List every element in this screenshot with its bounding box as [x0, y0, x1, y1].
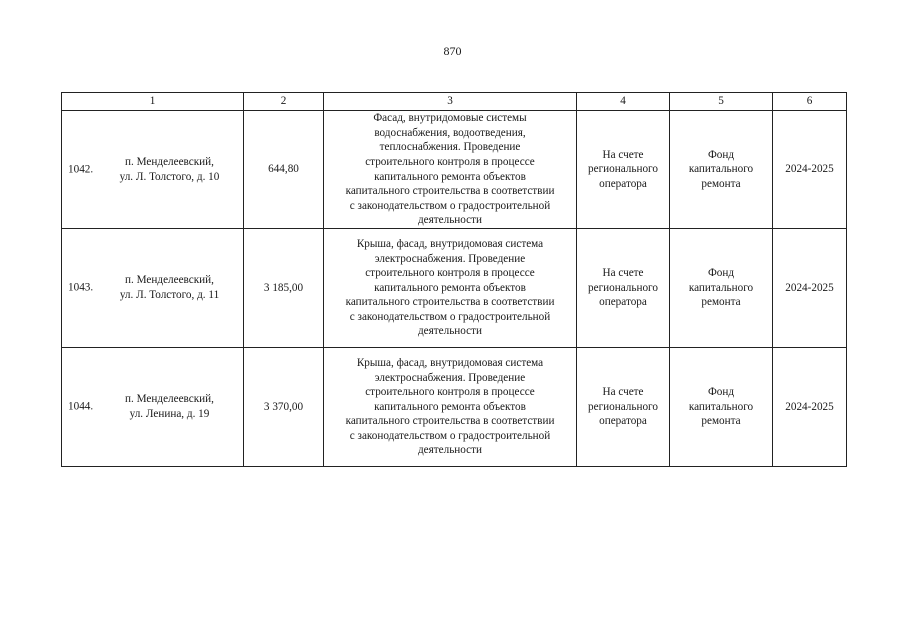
account-line: На счете: [602, 267, 644, 280]
work-line: Крыша, фасад, внутридомовая система: [356, 356, 544, 369]
address-line: п. Менделеевский,: [125, 274, 214, 287]
column-header-2: 2: [244, 93, 324, 111]
address-line: ул. Л. Толстого, д. 11: [119, 289, 220, 301]
column-header-6: 6: [773, 93, 847, 111]
account-cell: [577, 348, 670, 467]
work-line: Фасад, внутридомовые системы: [373, 112, 527, 125]
column-header-1: 1: [62, 93, 244, 111]
table-row: [62, 348, 847, 467]
period-cell: 2024-2025: [773, 229, 847, 348]
area-cell: 3 185,00: [244, 229, 324, 348]
source-line: Фонд: [707, 267, 735, 280]
account-line: оператора: [599, 415, 647, 428]
account-line: регионального: [588, 163, 658, 176]
work-line: с законодательством о градостроительной: [349, 310, 551, 323]
account-line: регионального: [588, 400, 658, 413]
account-cell: [577, 111, 670, 229]
table-row: [62, 111, 847, 229]
work-line: капитального ремонта объектов: [374, 170, 526, 183]
row-number: 1044.: [68, 400, 94, 413]
funding-source-cell: [670, 229, 773, 348]
address-cell: [62, 111, 244, 229]
work-line: с законодательством о градостроительной: [349, 199, 551, 212]
account-line: регионального: [588, 281, 658, 294]
funding-source-cell: [670, 348, 773, 467]
work-description-cell: [324, 229, 577, 348]
row-number: 1042.: [68, 163, 94, 176]
source-line: Фонд: [707, 386, 735, 399]
row-number: 1043.: [68, 281, 94, 294]
account-line: На счете: [602, 148, 644, 161]
source-line: Фонд: [707, 148, 735, 161]
work-line: Крыша, фасад, внутридомовая система: [356, 237, 544, 250]
period-cell: 2024-2025: [773, 348, 847, 467]
source-line: ремонта: [701, 177, 741, 190]
address-cell: [62, 348, 244, 467]
work-line: строительного контроля в процессе: [365, 386, 535, 399]
area-cell: 3 370,00: [244, 348, 324, 467]
source-line: капитального: [688, 281, 754, 294]
work-line: теплоснабжения. Проведение: [379, 141, 521, 154]
account-cell: [577, 229, 670, 348]
work-line: электроснабжения. Проведение: [374, 371, 526, 384]
address-line: ул. Ленина, д. 19: [129, 408, 210, 420]
work-line: деятельности: [417, 214, 483, 227]
account-line: оператора: [599, 296, 647, 309]
address-line: п. Менделеевский,: [125, 393, 214, 406]
work-description-cell: [324, 111, 577, 229]
column-header-5: 5: [670, 93, 773, 111]
source-line: ремонта: [701, 296, 741, 309]
column-header-4: 4: [577, 93, 670, 111]
address-line: ул. Л. Толстого, д. 10: [119, 170, 220, 183]
work-line: с законодательством о градостроительной: [349, 429, 551, 442]
work-line: деятельности: [417, 325, 483, 338]
period-cell: 2024-2025: [773, 111, 847, 229]
funding-source-cell: [670, 111, 773, 229]
work-line: капитального строительства в соответствии: [345, 185, 555, 198]
work-line: строительного контроля в процессе: [365, 267, 535, 280]
work-line: строительного контроля в процессе: [365, 155, 535, 168]
work-line: капитального ремонта объектов: [374, 281, 526, 294]
work-line: водоснабжения, водоотведения,: [374, 126, 526, 139]
source-line: ремонта: [701, 415, 741, 428]
work-description-cell: [324, 348, 577, 467]
table-row: [62, 229, 847, 348]
account-line: оператора: [599, 177, 647, 190]
source-line: капитального: [688, 400, 754, 413]
address-cell: [62, 229, 244, 348]
work-line: капитального строительства в соответствии: [345, 415, 555, 428]
work-line: капитального ремонта объектов: [374, 400, 526, 413]
column-header-3: 3: [324, 93, 577, 111]
work-line: капитального строительства в соответствии: [345, 296, 555, 309]
table-header-row: [62, 93, 847, 111]
work-line: деятельности: [417, 444, 483, 457]
repair-plan-table: [61, 92, 847, 467]
address-line: п. Менделеевский,: [125, 155, 214, 168]
work-line: электроснабжения. Проведение: [374, 252, 526, 265]
area-cell: 644,80: [244, 111, 324, 229]
page-number: 870: [443, 44, 462, 58]
account-line: На счете: [602, 386, 644, 399]
source-line: капитального: [688, 163, 754, 176]
